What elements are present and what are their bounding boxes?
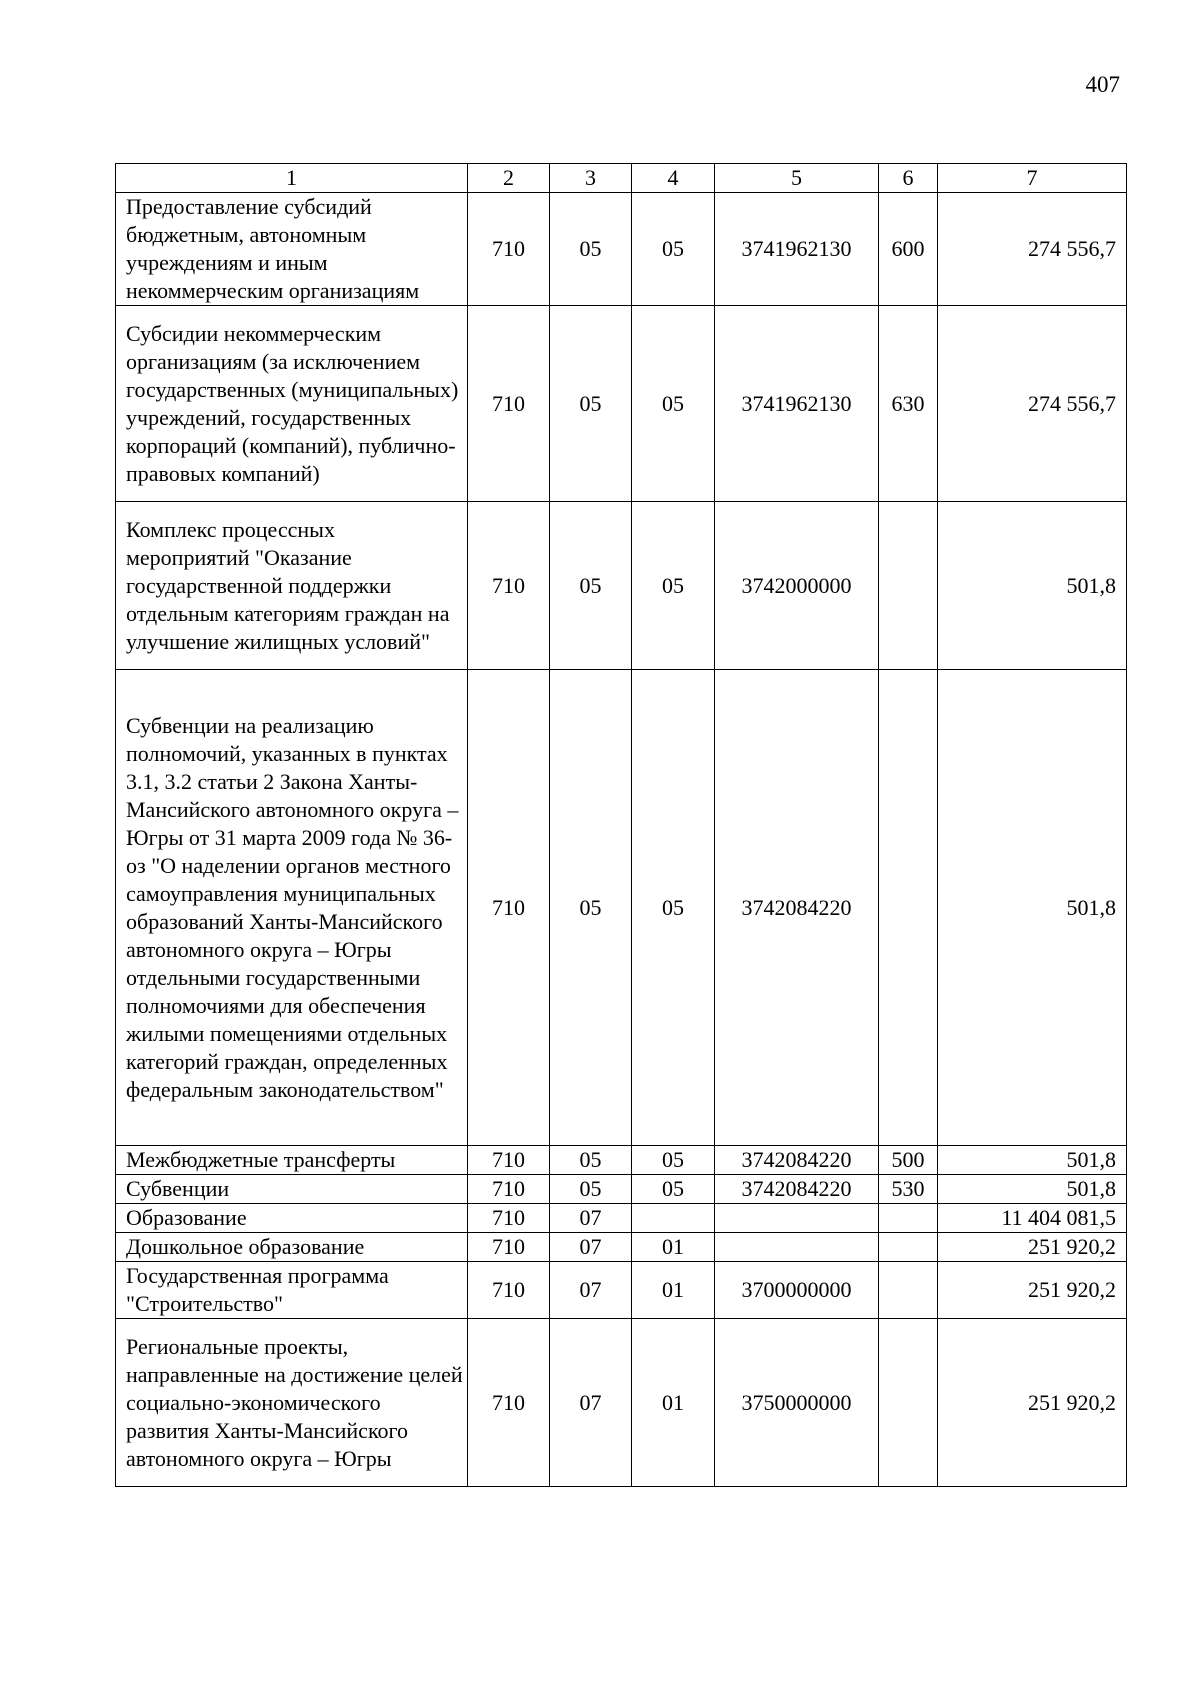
subsection-code: 05 xyxy=(632,193,715,306)
expense-type-code xyxy=(879,1262,938,1319)
subsection-code: 05 xyxy=(632,1146,715,1175)
subsection-code: 01 xyxy=(632,1233,715,1262)
table-row xyxy=(116,193,1127,306)
column-header: 1 xyxy=(116,164,468,193)
grbs-code: 710 xyxy=(468,1233,550,1262)
budget-table xyxy=(115,163,1127,1487)
section-code: 05 xyxy=(550,193,632,306)
item-name: Межбюджетные трансферты xyxy=(116,1146,468,1175)
item-name: Субсидии некоммерческим организациям (за исключением государственных (муниципальных) учреждений, государственных корпораций (компаний), публично-правовых компаний) xyxy=(116,306,468,502)
item-name: Субвенции на реализацию полномочий, указанных в пунктах 3.1, 3.2 статьи 2 Закона Ханты-Мансийского автономного округа – Югры от 31 марта 2009 года № 36-оз "О наделении органов местного самоуправления муниципальных образований Ханты-Мансийского автономного округа – Югры отдельными государственными полномочиями для обеспечения жилыми помещениями отдельных категорий граждан, определенных федеральным законодательством" xyxy=(116,670,468,1146)
amount: 274 556,7 xyxy=(938,193,1127,306)
item-name: Субвенции xyxy=(116,1175,468,1204)
expense-type-code: 600 xyxy=(879,193,938,306)
section-code: 05 xyxy=(550,1175,632,1204)
expense-type-code xyxy=(879,1319,938,1487)
item-name: Государственная программа "Строительство" xyxy=(116,1262,468,1319)
table-row xyxy=(116,670,1127,1146)
section-code: 07 xyxy=(550,1204,632,1233)
expense-type-code: 630 xyxy=(879,306,938,502)
grbs-code: 710 xyxy=(468,502,550,670)
target-article-code: 3741962130 xyxy=(715,193,879,306)
target-article-code xyxy=(715,1233,879,1262)
amount: 501,8 xyxy=(938,1146,1127,1175)
subsection-code: 05 xyxy=(632,306,715,502)
grbs-code: 710 xyxy=(468,1175,550,1204)
column-number-row xyxy=(116,164,1127,193)
expense-type-code xyxy=(879,1233,938,1262)
subsection-code: 01 xyxy=(632,1262,715,1319)
item-name: Региональные проекты, направленные на достижение целей социально-экономического развития Ханты-Мансийского автономного округа – Югры xyxy=(116,1319,468,1487)
section-code: 07 xyxy=(550,1233,632,1262)
grbs-code: 710 xyxy=(468,1204,550,1233)
column-header: 3 xyxy=(550,164,632,193)
page-number: 407 xyxy=(1085,72,1120,97)
item-name: Дошкольное образование xyxy=(116,1233,468,1262)
column-header: 6 xyxy=(879,164,938,193)
item-name: Предоставление субсидий бюджетным, автономным учреждениям и иным некоммерческим организациям xyxy=(116,193,468,306)
table-row xyxy=(116,1204,1127,1233)
target-article-code: 3742084220 xyxy=(715,670,879,1146)
target-article-code: 3750000000 xyxy=(715,1319,879,1487)
target-article-code: 3700000000 xyxy=(715,1262,879,1319)
table-row xyxy=(116,1319,1127,1487)
amount: 501,8 xyxy=(938,502,1127,670)
section-code: 05 xyxy=(550,670,632,1146)
section-code: 05 xyxy=(550,502,632,670)
grbs-code: 710 xyxy=(468,306,550,502)
amount: 251 920,2 xyxy=(938,1319,1127,1487)
grbs-code: 710 xyxy=(468,1319,550,1487)
subsection-code: 05 xyxy=(632,670,715,1146)
section-code: 07 xyxy=(550,1319,632,1487)
table-row xyxy=(116,1262,1127,1319)
target-article-code: 3742084220 xyxy=(715,1146,879,1175)
target-article-code: 3742000000 xyxy=(715,502,879,670)
grbs-code: 710 xyxy=(468,193,550,306)
amount: 501,8 xyxy=(938,1175,1127,1204)
expense-type-code: 500 xyxy=(879,1146,938,1175)
table-row xyxy=(116,502,1127,670)
item-name: Образование xyxy=(116,1204,468,1233)
expense-type-code xyxy=(879,670,938,1146)
grbs-code: 710 xyxy=(468,1262,550,1319)
amount: 11 404 081,5 xyxy=(938,1204,1127,1233)
column-header: 2 xyxy=(468,164,550,193)
amount: 251 920,2 xyxy=(938,1262,1127,1319)
target-article-code xyxy=(715,1204,879,1233)
subsection-code: 05 xyxy=(632,502,715,670)
table-row xyxy=(116,1175,1127,1204)
expense-type-code: 530 xyxy=(879,1175,938,1204)
column-header: 7 xyxy=(938,164,1127,193)
amount: 274 556,7 xyxy=(938,306,1127,502)
grbs-code: 710 xyxy=(468,670,550,1146)
subsection-code xyxy=(632,1204,715,1233)
column-header: 4 xyxy=(632,164,715,193)
subsection-code: 05 xyxy=(632,1175,715,1204)
section-code: 05 xyxy=(550,1146,632,1175)
amount: 501,8 xyxy=(938,670,1127,1146)
subsection-code: 01 xyxy=(632,1319,715,1487)
expense-type-code xyxy=(879,502,938,670)
expense-type-code xyxy=(879,1204,938,1233)
table-row xyxy=(116,1146,1127,1175)
section-code: 07 xyxy=(550,1262,632,1319)
section-code: 05 xyxy=(550,306,632,502)
table-row xyxy=(116,306,1127,502)
grbs-code: 710 xyxy=(468,1146,550,1175)
table-row xyxy=(116,1233,1127,1262)
amount: 251 920,2 xyxy=(938,1233,1127,1262)
column-header: 5 xyxy=(715,164,879,193)
target-article-code: 3741962130 xyxy=(715,306,879,502)
item-name: Комплекс процессных мероприятий "Оказание государственной поддержки отдельным категориям граждан на улучшение жилищных условий" xyxy=(116,502,468,670)
target-article-code: 3742084220 xyxy=(715,1175,879,1204)
